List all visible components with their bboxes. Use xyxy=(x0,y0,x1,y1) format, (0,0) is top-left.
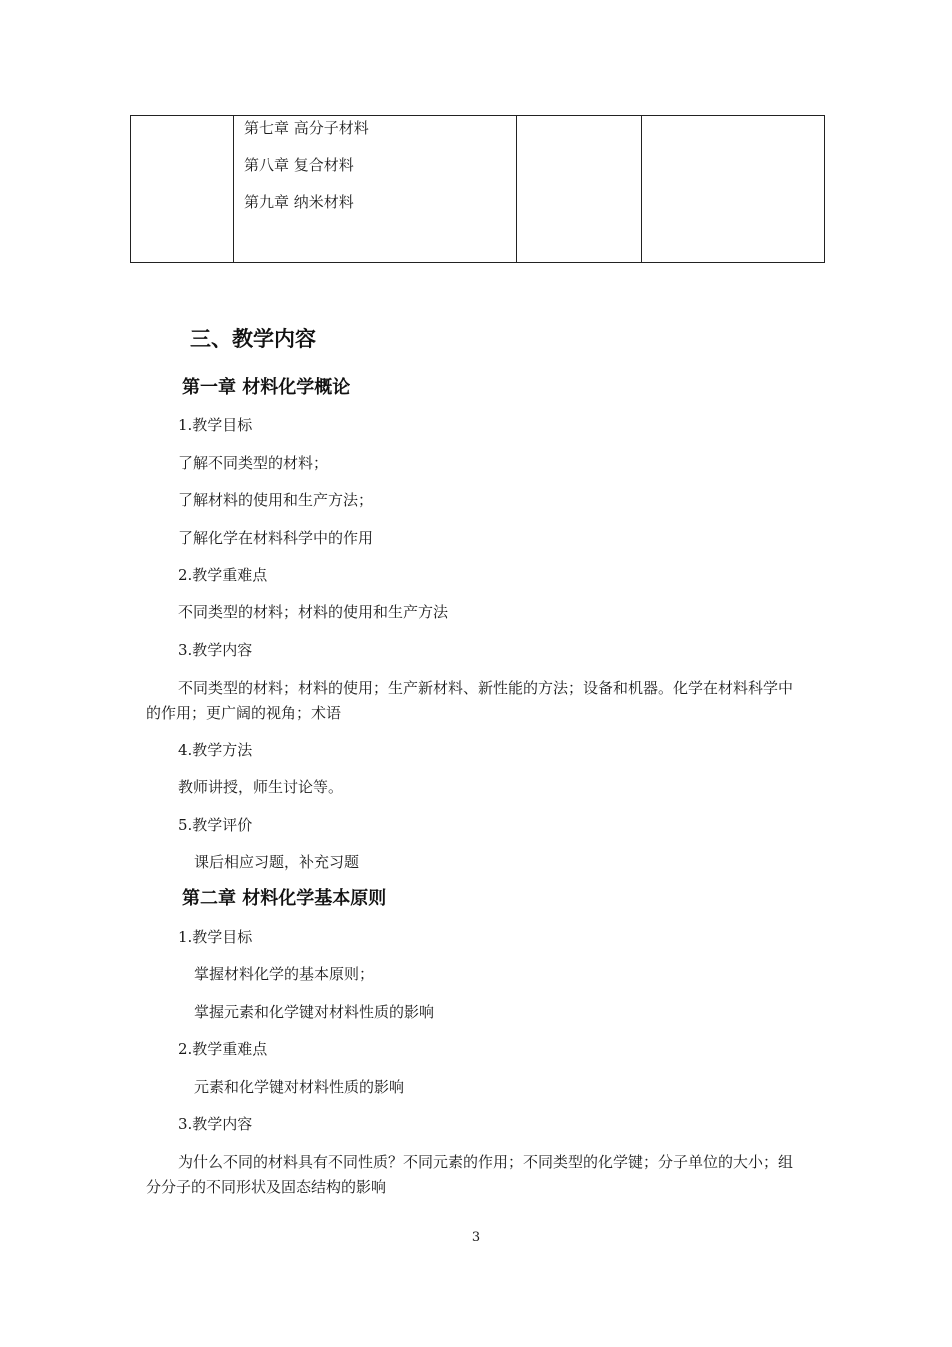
chapter-list-item: 第九章 纳米材料 xyxy=(244,193,354,211)
section-title: 三、教学内容 xyxy=(190,327,316,351)
chapter2-content-text: 为什么不同的材料具有不同性质？不同元素的作用；不同类型的化学键；分子单位的大小；组分分子的不同形状及固态结构的影响 xyxy=(146,1153,794,1196)
chapter1-goal-item: 了解不同类型的材料； xyxy=(178,454,329,472)
chapter1-goal-item: 了解材料的使用和生产方法； xyxy=(178,491,374,509)
chapter2-goal-heading: 1.教学目标 xyxy=(178,928,253,946)
chapter1-method-heading: 4.教学方法 xyxy=(178,741,253,759)
chapter-list-item: 第八章 复合材料 xyxy=(244,156,354,174)
chapter1-title: 第一章 材料化学概论 xyxy=(182,377,351,398)
chapter2-title: 第二章 材料化学基本原则 xyxy=(182,888,387,909)
chapter2-key-heading: 2.教学重难点 xyxy=(178,1040,268,1058)
table-cell-chapters xyxy=(234,116,517,263)
chapter1-content-heading: 3.教学内容 xyxy=(178,641,253,659)
chapter1-goal-item: 了解化学在材料科学中的作用 xyxy=(178,529,374,547)
chapter1-key-heading: 2.教学重难点 xyxy=(178,566,268,584)
chapter1-key-text: 不同类型的材料；材料的使用和生产方法 xyxy=(178,603,449,621)
chapter1-goal-heading: 1.教学目标 xyxy=(178,416,253,434)
page-number: 3 xyxy=(471,1230,481,1245)
chapter2-goal-item: 掌握材料化学的基本原则； xyxy=(194,965,375,983)
chapter1-content-text: 不同类型的材料；材料的使用；生产新材料、新性能的方法；设备和机器。化学在材料科学中的作用；更广阔的视角；术语 xyxy=(146,679,794,722)
chapter1-eval-text: 课后相应习题，补充习题 xyxy=(194,853,360,871)
chapter1-eval-heading: 5.教学评价 xyxy=(178,816,253,834)
table-row xyxy=(131,116,825,263)
chapter2-goal-item: 掌握元素和化学键对材料性质的影响 xyxy=(194,1003,435,1021)
chapter1-method-text: 教师讲授，师生讨论等。 xyxy=(178,778,344,796)
chapter-list-item: 第七章 高分子材料 xyxy=(244,119,369,137)
table-cell-empty xyxy=(642,116,825,263)
table-cell-empty xyxy=(131,116,234,263)
table-cell-empty xyxy=(517,116,642,263)
chapter2-content-heading: 3.教学内容 xyxy=(178,1115,253,1133)
curriculum-table-fragment xyxy=(130,115,825,263)
chapter2-key-text: 元素和化学键对材料性质的影响 xyxy=(194,1078,405,1096)
